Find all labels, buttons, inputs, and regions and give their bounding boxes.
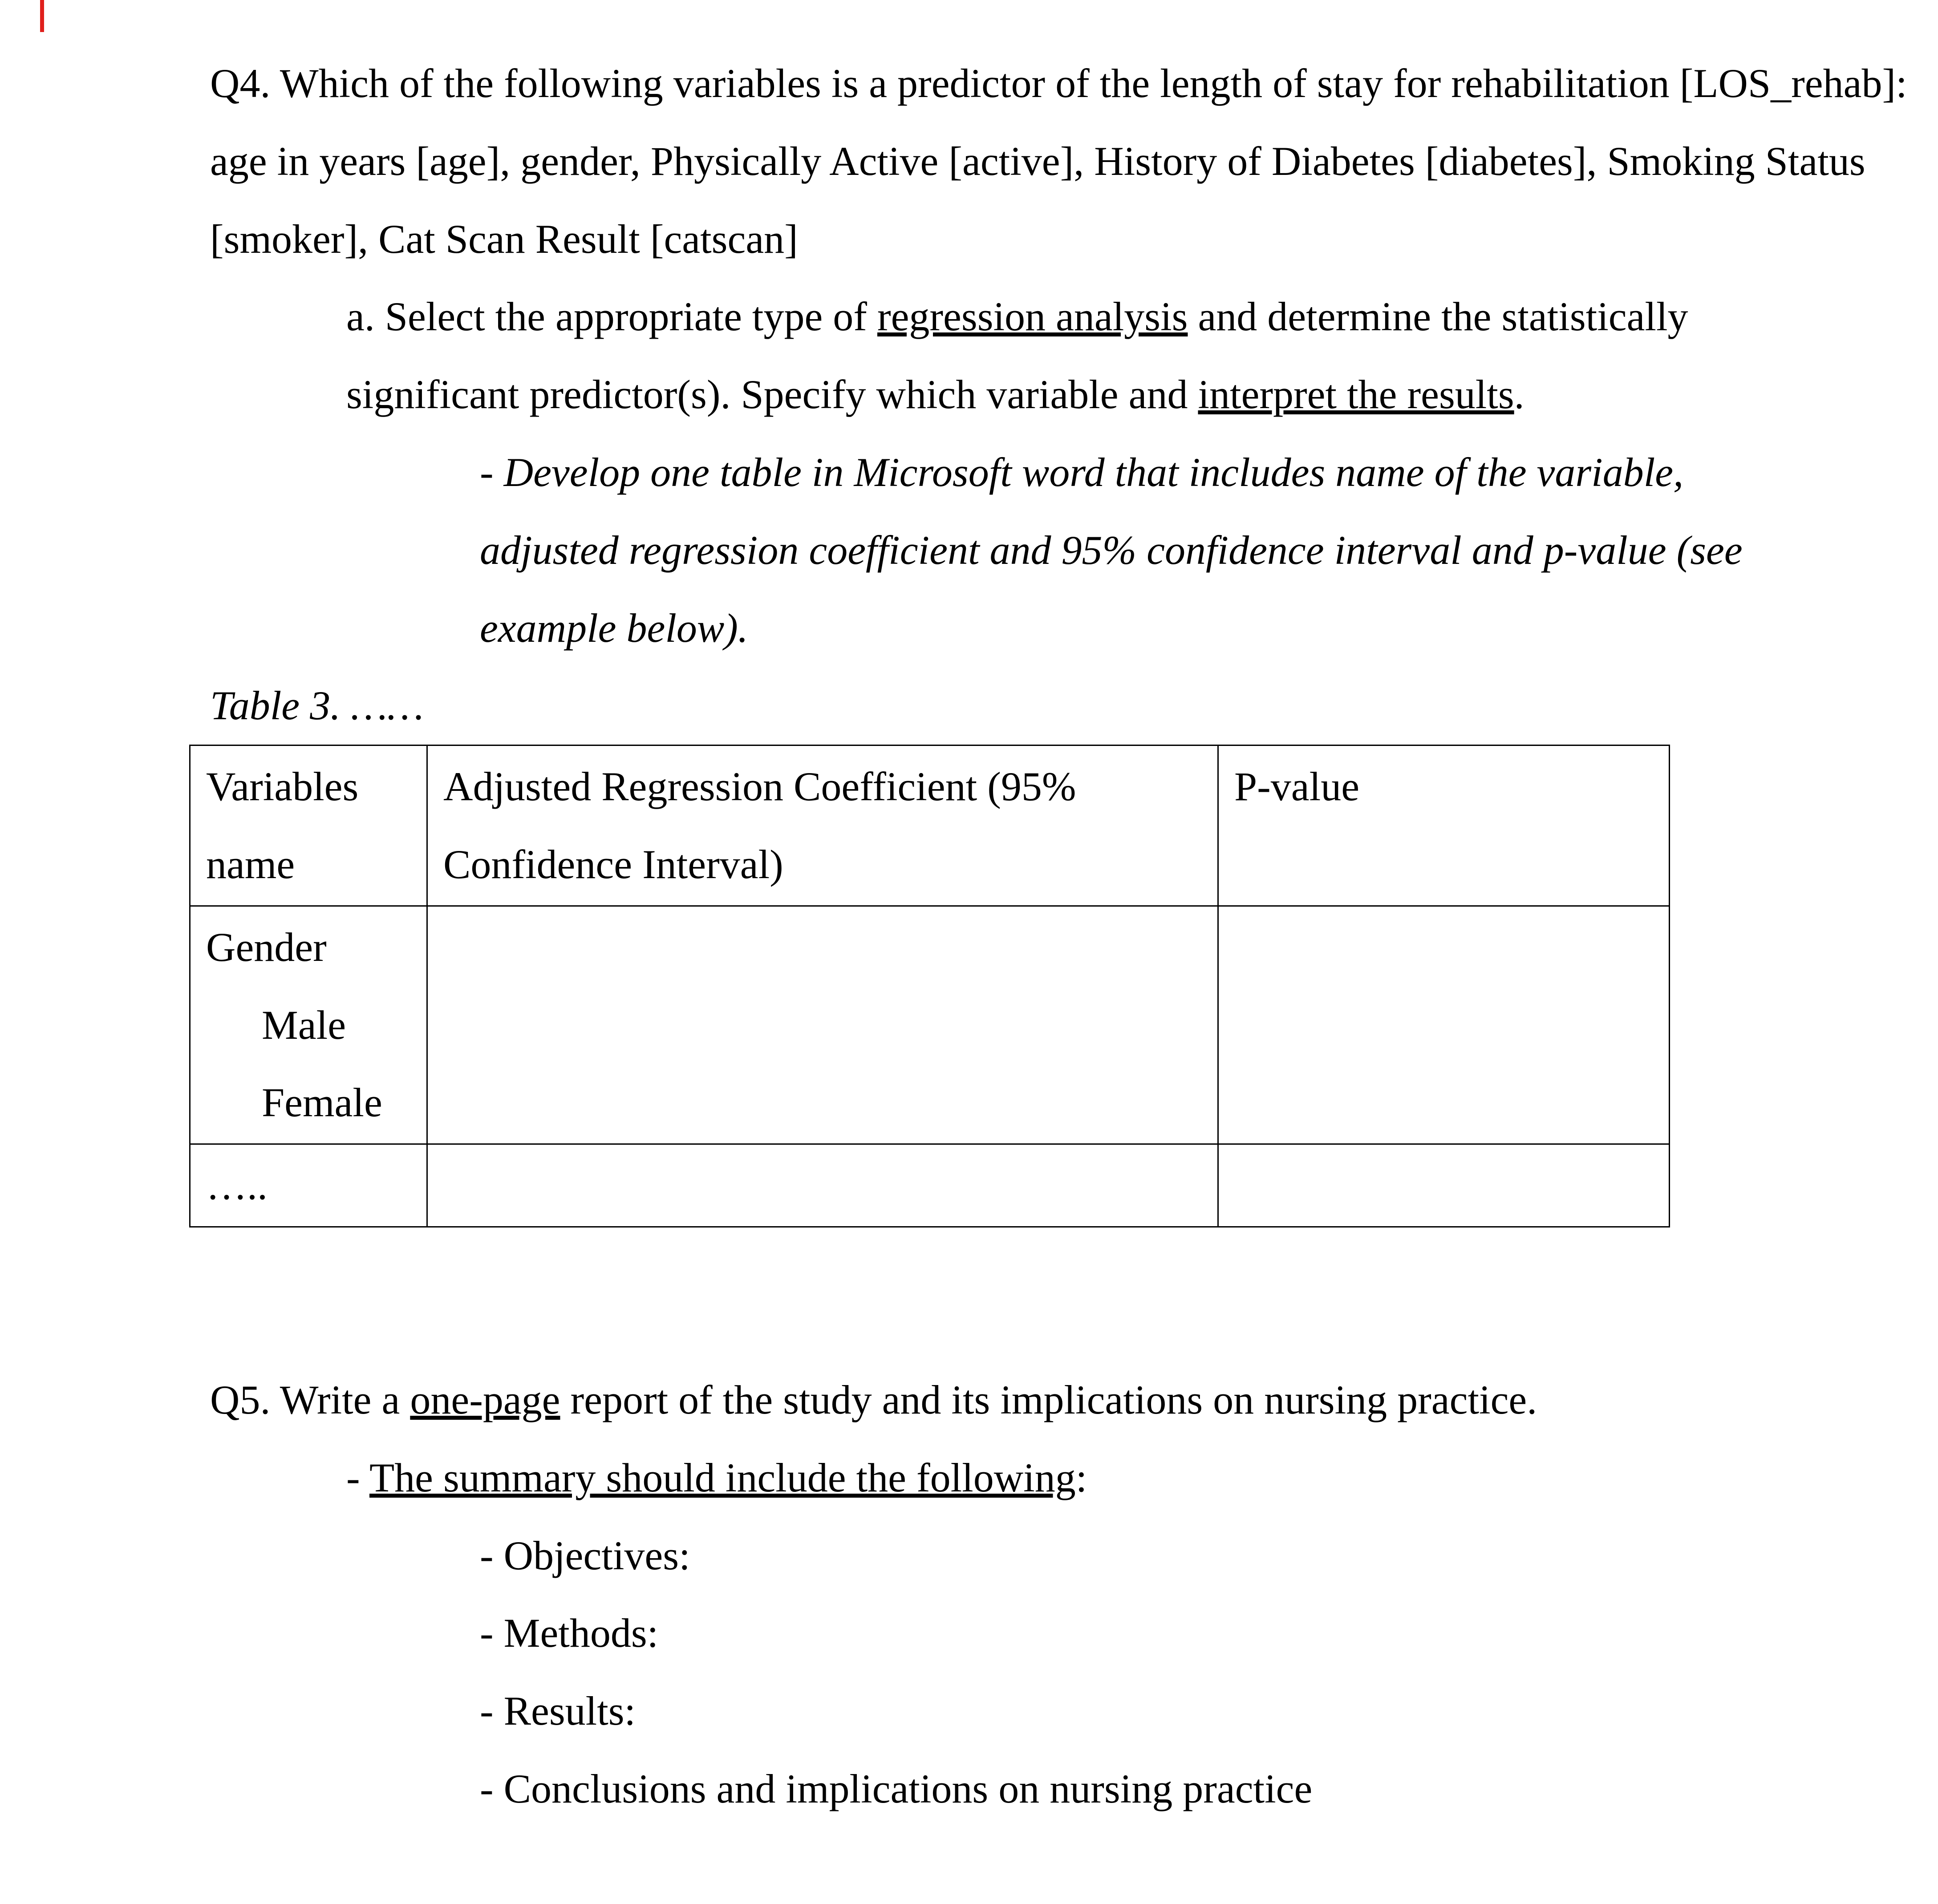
table-3 — [189, 745, 1670, 1227]
text-segment: Q5. Write a — [210, 1377, 410, 1422]
underlined-text-regression-analysis: regression analysis — [877, 294, 1188, 340]
table-header-variables-name: Variables name — [190, 745, 427, 906]
coefficient-cell-empty — [427, 906, 1218, 1144]
table-row-ellipsis — [190, 1144, 1670, 1227]
text-segment: a. Select the appropriate type of — [346, 294, 877, 340]
table-header-adjusted-coefficient: Adjusted Regression Coefficient (95% Confidence Interval) — [427, 745, 1218, 906]
p-value-cell-empty — [1218, 906, 1670, 1144]
variable-line-male: Male — [262, 1002, 346, 1048]
q5-bullet-objectives: - Objectives: — [480, 1532, 690, 1578]
variable-line-gender: Gender — [206, 924, 327, 970]
q5-bullet-methods: - Methods: — [480, 1610, 659, 1656]
underlined-text-summary-should-include: The summary should include the following — [369, 1454, 1076, 1500]
q4-table-instruction-paragraph: - Develop one table in Microsoft word that includes name of the variable, adjusted regression coefficient and 95% confidence interval and p-value (see example below). — [480, 449, 1743, 651]
red-margin-mark — [40, 0, 44, 32]
text-segment: - — [346, 1454, 369, 1500]
text-segment: . — [1514, 372, 1524, 417]
q5-bullet-results: - Results: — [480, 1688, 636, 1734]
table-header-row — [190, 745, 1670, 906]
variable-line-female: Female — [262, 1080, 382, 1126]
text-segment: report of the study and its implications on nursing practice. — [560, 1377, 1537, 1422]
variable-cell-ellipsis: ….. — [190, 1144, 427, 1227]
table-header-p-value: P-value — [1218, 745, 1670, 906]
q5-bullet-conclusions: - Conclusions and implications on nursing practice — [480, 1766, 1313, 1811]
q5-summary-line — [346, 1439, 1938, 1517]
underlined-text-one-page: one-page — [410, 1377, 560, 1422]
text-segment: and determine the statistically significant predictor(s). Specify which variable and — [346, 294, 1688, 417]
p-value-cell-empty — [1218, 1144, 1670, 1227]
table-row-gender — [190, 906, 1670, 1144]
text-segment: : — [1075, 1454, 1087, 1500]
q5-question-paragraph — [210, 1361, 1938, 1439]
variable-cell-gender — [190, 906, 427, 1144]
q4-question-paragraph: Q4. Which of the following variables is a predictor of the length of stay for rehabilitation [LOS_rehab]: age in years [age], gender, Physically Active [active], History of Diabetes [diabetes], Smoking Status [smoker], Cat Scan Result [catscan] — [210, 61, 1907, 262]
coefficient-cell-empty — [427, 1144, 1218, 1227]
vertical-spacer — [210, 1227, 1938, 1361]
underlined-text-interpret-results: interpret the results — [1198, 372, 1514, 417]
table-3-caption: Table 3. …… — [210, 683, 424, 729]
q4-item-a-paragraph — [346, 278, 1806, 433]
